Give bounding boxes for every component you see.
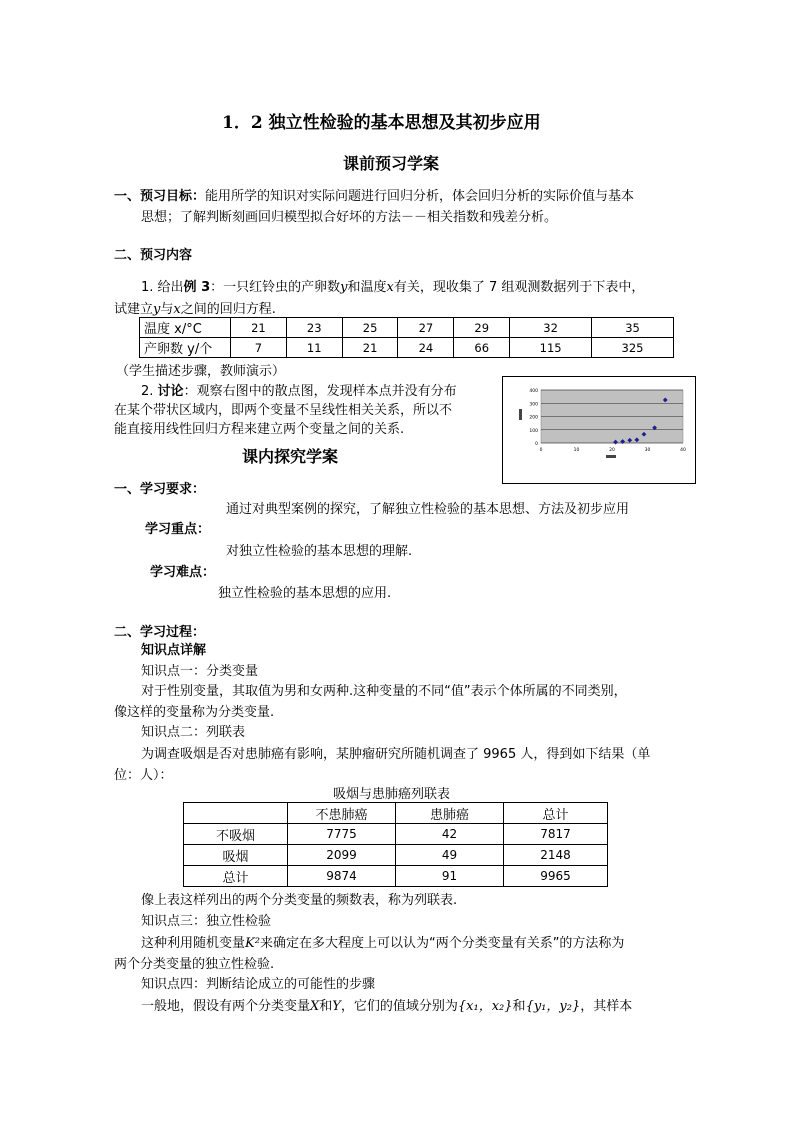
x-tick-label: 30 — [644, 448, 651, 453]
k3-text-2: 两个分类变量的独立性检验. — [114, 957, 275, 972]
scatter-chart-frame — [502, 376, 696, 484]
y-tick-label: 100 — [529, 428, 538, 434]
table-cell: 32 — [510, 318, 592, 338]
x-axis-title — [606, 455, 616, 458]
x-tick-label: 40 — [680, 448, 686, 453]
k4-text-b: ，它们的值域分别为 — [340, 999, 458, 1014]
goal-text-1: 能用所学的知识对实际问题进行回归分析，体会回归分析的实际价值与基本 — [205, 189, 635, 204]
process-label: 二、学习过程： — [114, 625, 206, 640]
knowledge-heading: 知识点详解 — [141, 643, 207, 658]
table-cell: 不吸烟 — [184, 824, 288, 845]
table-cell: 21 — [342, 338, 398, 358]
table-cell: 24 — [398, 338, 454, 358]
table-header — [184, 803, 288, 824]
example-line1 — [141, 276, 644, 295]
example-line2 — [114, 298, 276, 317]
k3-text-a: 这种利用随机变量 — [141, 936, 246, 951]
k1-text-2: 像这样的变量称为分类变量. — [114, 705, 275, 720]
table-cell: 9965 — [504, 866, 608, 887]
table-cell: 42 — [396, 824, 504, 845]
example-text-b: 和温度 — [347, 280, 387, 295]
var-x: x — [386, 280, 394, 295]
var-y: y — [340, 280, 348, 295]
k4-line1 — [141, 995, 632, 1014]
table-row-label: 产卵数 y/个 — [140, 338, 231, 358]
discussion-text-3: 能直接用线性回归方程来建立两个变量之间的关系. — [114, 422, 405, 437]
table-cell: 29 — [454, 318, 510, 338]
k1-text-1: 对于性别变量，其取值为男和女两种.这种变量的不同“值”表示个体所属的不同类别， — [141, 684, 627, 699]
table-caption: 吸烟与患肺癌列联表 — [333, 787, 451, 802]
table-header: 总计 — [504, 803, 608, 824]
table-cell: 66 — [454, 338, 510, 358]
var-X: X — [310, 999, 320, 1014]
x-tick-label: 20 — [609, 448, 615, 453]
preview-content-heading: 二、预习内容 — [114, 248, 193, 263]
table-header: 患肺癌 — [396, 803, 504, 824]
table-cell: 27 — [398, 318, 454, 338]
table-header: 不患肺癌 — [288, 803, 396, 824]
difficulty-text: 独立性检验的基本思想的应用. — [218, 586, 392, 601]
table-cell: 7775 — [288, 824, 396, 845]
student-note: （学生描述步骤，教师演示） — [116, 364, 286, 379]
var-k2: K² — [245, 936, 260, 951]
table-cell: 吸烟 — [184, 845, 288, 866]
table-cell: 23 — [286, 318, 342, 338]
k4-and-2: 和 — [512, 999, 526, 1014]
k2-text-1: 为调查吸烟是否对患肺癌有影响，某肿瘤研究所随机调查了 9965 人，得到如下结果（单 — [141, 747, 651, 762]
set-y: {y₁，y₂} — [525, 999, 581, 1014]
k3-text-b: 来确定在多大程度上可以认为“两个分类变量有关系”的方法称为 — [259, 936, 625, 951]
preview-section-title: 课前预习学案 — [343, 154, 440, 173]
table-cell: 2099 — [288, 845, 396, 866]
example-text-c: 有关，现收集了 7 组观测数据列于下表中， — [393, 280, 645, 295]
k3-line1 — [141, 932, 624, 951]
var-x-2: x — [173, 302, 181, 317]
table-row — [184, 824, 608, 845]
table-cell: 35 — [592, 318, 674, 338]
focus-label: 学习重点： — [145, 522, 211, 537]
table-cell: 9874 — [288, 866, 396, 887]
discussion-number: 2. — [141, 384, 154, 399]
var-y-2: y — [153, 302, 161, 317]
k2-text-2: 位：人）： — [114, 768, 173, 783]
table-cell: 21 — [231, 318, 287, 338]
goal-line1 — [114, 185, 634, 204]
data-table — [139, 317, 674, 358]
table-cell: 7817 — [504, 824, 608, 845]
var-Y: Y — [332, 999, 341, 1014]
k3-title: 知识点三：独立性检验 — [141, 914, 272, 929]
k1-title: 知识点一：分类变量 — [141, 664, 259, 679]
y-tick-label: 300 — [529, 402, 538, 408]
y-tick-label: 400 — [529, 389, 538, 394]
y-tick-label: 200 — [529, 415, 538, 421]
inclass-section-title: 课内探究学案 — [242, 447, 339, 466]
table-row — [184, 845, 608, 866]
y-tick-label: 0 — [535, 442, 538, 447]
table-cell: 11 — [286, 338, 342, 358]
k4-title: 知识点四：判断结论成立的可能性的步骤 — [141, 977, 376, 992]
focus-text: 对独立性检验的基本思想的理解. — [226, 544, 413, 559]
requirements-label: 一、学习要求： — [114, 482, 206, 497]
set-x: {x₁，x₂} — [457, 999, 513, 1014]
example-text-d: 试建立 — [114, 302, 154, 317]
table-row-label: 温度 x/°C — [140, 318, 231, 338]
table-row — [184, 866, 608, 887]
example-label: 例 3 — [183, 280, 211, 295]
x-tick-label: 0 — [539, 448, 543, 453]
k2-title: 知识点二：列联表 — [141, 725, 246, 740]
table-cell: 总计 — [184, 866, 288, 887]
goal-text-2: 思想；了解判断刻画回归模型拟合好坏的方法－－相关指数和残差分析。 — [141, 210, 558, 225]
difficulty-label: 学习难点： — [150, 565, 216, 580]
example-text-a: ：一只红铃虫的产卵数 — [210, 280, 341, 295]
table-cell: 2148 — [504, 845, 608, 866]
scatter-chart — [503, 377, 695, 483]
discussion-text-1: ：观察右图中的散点图，发现样本点并没有分布 — [183, 384, 457, 399]
table-cell: 49 — [396, 845, 504, 866]
k4-text-c: ，其样本 — [580, 999, 633, 1014]
k2-after: 像上表这样列出的两个分类变量的频数表，称为列联表. — [141, 893, 458, 908]
x-tick-label: 10 — [573, 448, 580, 453]
y-axis-title — [519, 409, 522, 420]
table-cell: 7 — [231, 338, 287, 358]
example-text-f: 之间的回归方程. — [180, 302, 276, 317]
discussion-label: 讨论 — [157, 384, 184, 399]
page-title: 1．2 独立性检验的基本思想及其初步应用 — [222, 113, 541, 133]
example-number: 1. 给出 — [141, 280, 184, 295]
example-text-e: 与 — [160, 302, 174, 317]
k4-text-a: 一般地，假设有两个分类变量 — [141, 999, 311, 1014]
k4-and: 和 — [319, 999, 333, 1014]
goal-label: 一、预习目标： — [114, 189, 206, 204]
table-row — [140, 318, 674, 338]
table-header-row — [184, 803, 608, 824]
requirements-text: 通过对典型案例的探究，了解独立性检验的基本思想、方法及初步应用 — [226, 502, 630, 517]
contingency-table — [183, 802, 608, 887]
discussion-line1 — [141, 380, 457, 399]
table-row — [140, 338, 674, 358]
table-cell: 91 — [396, 866, 504, 887]
table-cell: 325 — [592, 338, 674, 358]
table-cell: 25 — [342, 318, 398, 338]
discussion-text-2: 在某个带状区域内，即两个变量不呈线性相关关系，所以不 — [114, 403, 453, 418]
table-cell: 115 — [510, 338, 592, 358]
